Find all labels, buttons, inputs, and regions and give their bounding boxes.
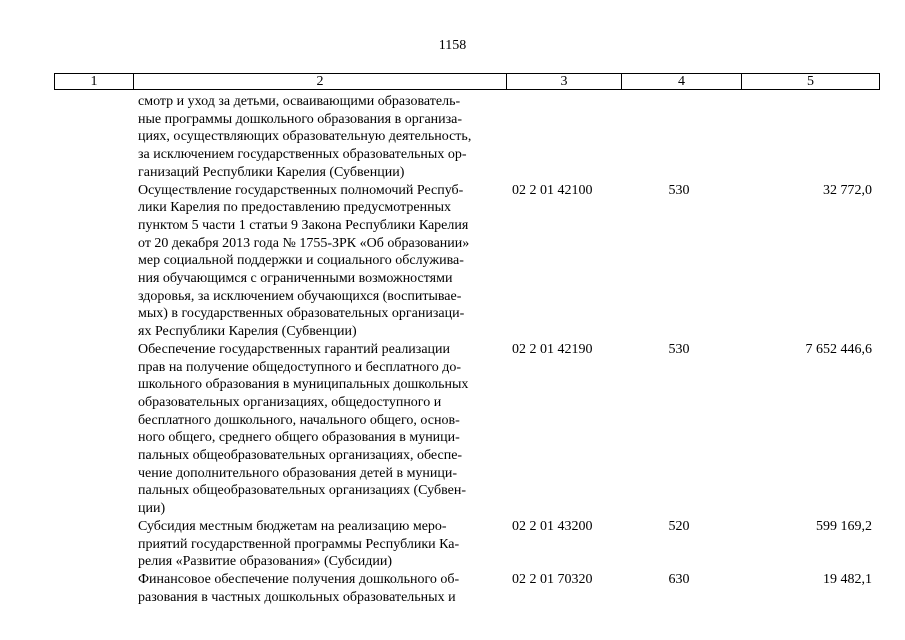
target-code: 02 2 01 70320 xyxy=(512,571,593,587)
description-line: смотр и уход за детьми, осваивающими образователь- xyxy=(138,94,461,109)
description-line: ния обучающимся с ограниченными возможностями xyxy=(138,271,453,287)
description-line: Субсидия местным бюджетам на реализацию меро- xyxy=(138,518,447,534)
description-line: чение дополнительного образования детей в муници- xyxy=(138,465,458,481)
expense-type: 520 xyxy=(668,518,690,534)
page-number: 1158 xyxy=(438,38,467,53)
description-line: ции) xyxy=(138,501,166,517)
column-header-1: 1 xyxy=(55,74,134,89)
description-line: образовательных организациях, общедоступного и xyxy=(138,394,442,410)
table-header-row xyxy=(54,73,880,90)
description-line: ях Республики Карелия (Субвенции) xyxy=(138,324,357,340)
column-header-3: 3 xyxy=(507,74,622,89)
description-line: ганизаций Республики Карелия (Субвенции) xyxy=(138,164,405,180)
description-line: прав на получение общедоступного и бесплатного до- xyxy=(138,359,462,375)
description-line: бесплатного дошкольного, начального общего, основ- xyxy=(138,412,460,428)
description-line: мер социальной поддержки и социального обслужива- xyxy=(138,253,464,269)
description-line: пальных общеобразовательных организациях, обеспе- xyxy=(138,448,463,464)
description-line: Финансовое обеспечение получения дошкольного об- xyxy=(138,571,460,587)
column-header-5: 5 xyxy=(807,74,814,89)
description-line: ного общего, среднего общего образования в муници- xyxy=(138,430,460,446)
expense-type: 630 xyxy=(668,571,690,587)
table-row xyxy=(138,571,880,606)
description-line: Обеспечение государственных гарантий реализации xyxy=(138,341,451,357)
description-line: ные программы дошкольного образования в организа- xyxy=(138,111,463,127)
description-line: мых) в государственных образовательных организаци- xyxy=(138,306,465,322)
description-line: школьного образования в муниципальных дошкольных xyxy=(138,377,469,393)
row-description xyxy=(138,182,504,341)
row-description xyxy=(138,341,504,518)
description-line: от 20 декабря 2013 года № 1755-ЗРК «Об образовании» xyxy=(138,235,470,251)
target-code: 02 2 01 42100 xyxy=(512,182,593,198)
description-line: Осуществление государственных полномочий Респуб- xyxy=(138,182,464,198)
description-line: за исключением государственных образовательных ор- xyxy=(138,147,467,163)
expense-type: 530 xyxy=(668,182,690,198)
target-code: 02 2 01 43200 xyxy=(512,518,593,534)
column-header-4: 4 xyxy=(622,74,742,89)
description-line: приятий государственной программы Республики Ка- xyxy=(138,536,460,552)
table-row xyxy=(138,182,880,341)
amount: 7 652 446,6 xyxy=(805,341,872,357)
table-body xyxy=(138,93,880,606)
amount: 599 169,2 xyxy=(816,518,872,534)
description-line: лики Карелия по предоставлению предусмотренных xyxy=(138,200,451,216)
description-line: здоровья, за исключением обучающихся (воспитывае- xyxy=(138,288,462,304)
row-description xyxy=(138,518,504,571)
description-line: разования в частных дошкольных образовательных и xyxy=(138,589,456,605)
amount: 32 772,0 xyxy=(823,182,872,198)
description-line: релия «Развитие образования» (Субсидии) xyxy=(138,554,393,570)
row-description xyxy=(138,93,504,182)
expense-type: 530 xyxy=(668,341,690,357)
description-line: пунктом 5 части 1 статьи 9 Закона Республики Карелия xyxy=(138,217,469,233)
amount: 19 482,1 xyxy=(823,571,872,587)
table-row xyxy=(138,518,880,571)
table-row xyxy=(138,341,880,518)
column-header-2: 2 xyxy=(134,74,507,89)
row-description xyxy=(138,571,504,606)
target-code: 02 2 01 42190 xyxy=(512,341,593,357)
description-line: пальных общеобразовательных организациях (Субвен- xyxy=(138,483,466,499)
description-line: циях, осуществляющих образовательную деятельность, xyxy=(138,129,472,145)
table-row xyxy=(138,93,880,182)
